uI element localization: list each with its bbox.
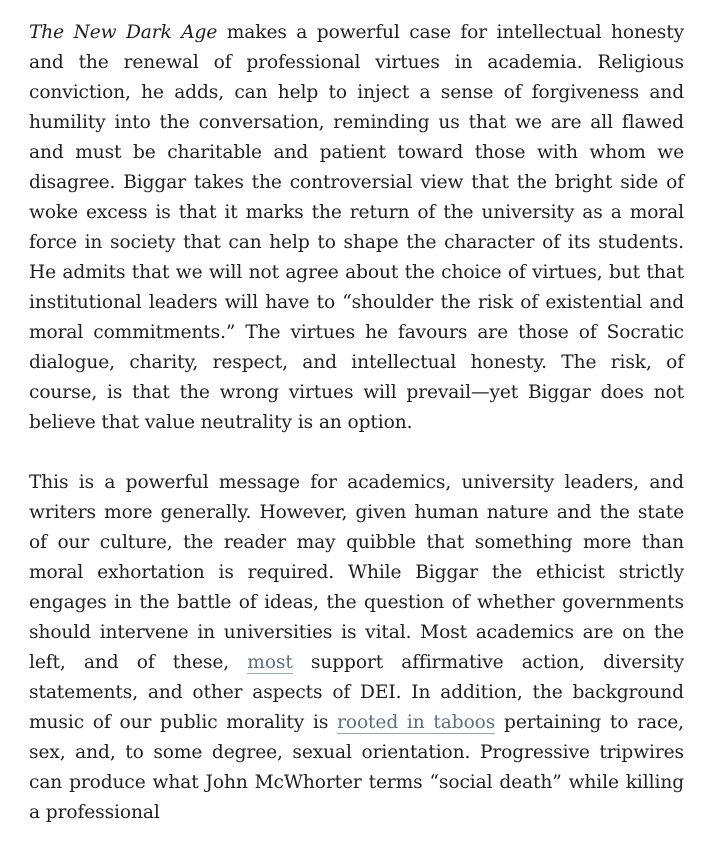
link-most[interactable]: most bbox=[247, 652, 293, 673]
book-title: The New Dark Age bbox=[29, 22, 218, 43]
paragraph-2 bbox=[29, 468, 684, 828]
paragraph-1-text: makes a powerful case for intellectual honesty and the renewal of professional virtues in academia. Religious conviction, he adds, can help to inject a sense of forgiveness and humility into the conversation, reminding us that we are all flawed and must be charitable and patient toward those with whom we disagree. Biggar takes the controversial view that the bright side of woke excess is that it marks the return of the university as a moral force in society that can help to shape the character of its students. He admits that we will not agree about the choice of virtues, but that institutional leaders will have to “shoulder the risk of existential and moral commitments.” The virtues he favours are those of Socratic dialogue, charity, respect, and intellectual honesty. The risk, of course, is that the wrong virtues will prevail—yet Biggar does not believe that value neutrality is an option. bbox=[29, 22, 684, 433]
paragraph-2-text-b: support affirmative action, diversity statements, and other aspects of DEI. In addition, the background music of our public morality is bbox=[29, 652, 684, 733]
paragraph-2-text-c: pertaining to race, sex, and, to some degree, sexual orientation. Progressive tripwires can produce what John McWhorter terms “social death” while killing a professional bbox=[29, 712, 684, 823]
paragraph-2-text-a: This is a powerful message for academics, university leaders, and writers more generally. However, given human nature and the state of our culture, the reader may quibble that something more than moral exhortation is required. While Biggar the ethicist strictly engages in the battle of ideas, the question of whether governments should intervene in universities is vital. Most academics are on the left, and of these, bbox=[29, 472, 684, 673]
link-rooted-in-taboos[interactable]: rooted in taboos bbox=[337, 712, 496, 733]
article-body bbox=[29, 18, 684, 858]
paragraph-1 bbox=[29, 18, 684, 438]
